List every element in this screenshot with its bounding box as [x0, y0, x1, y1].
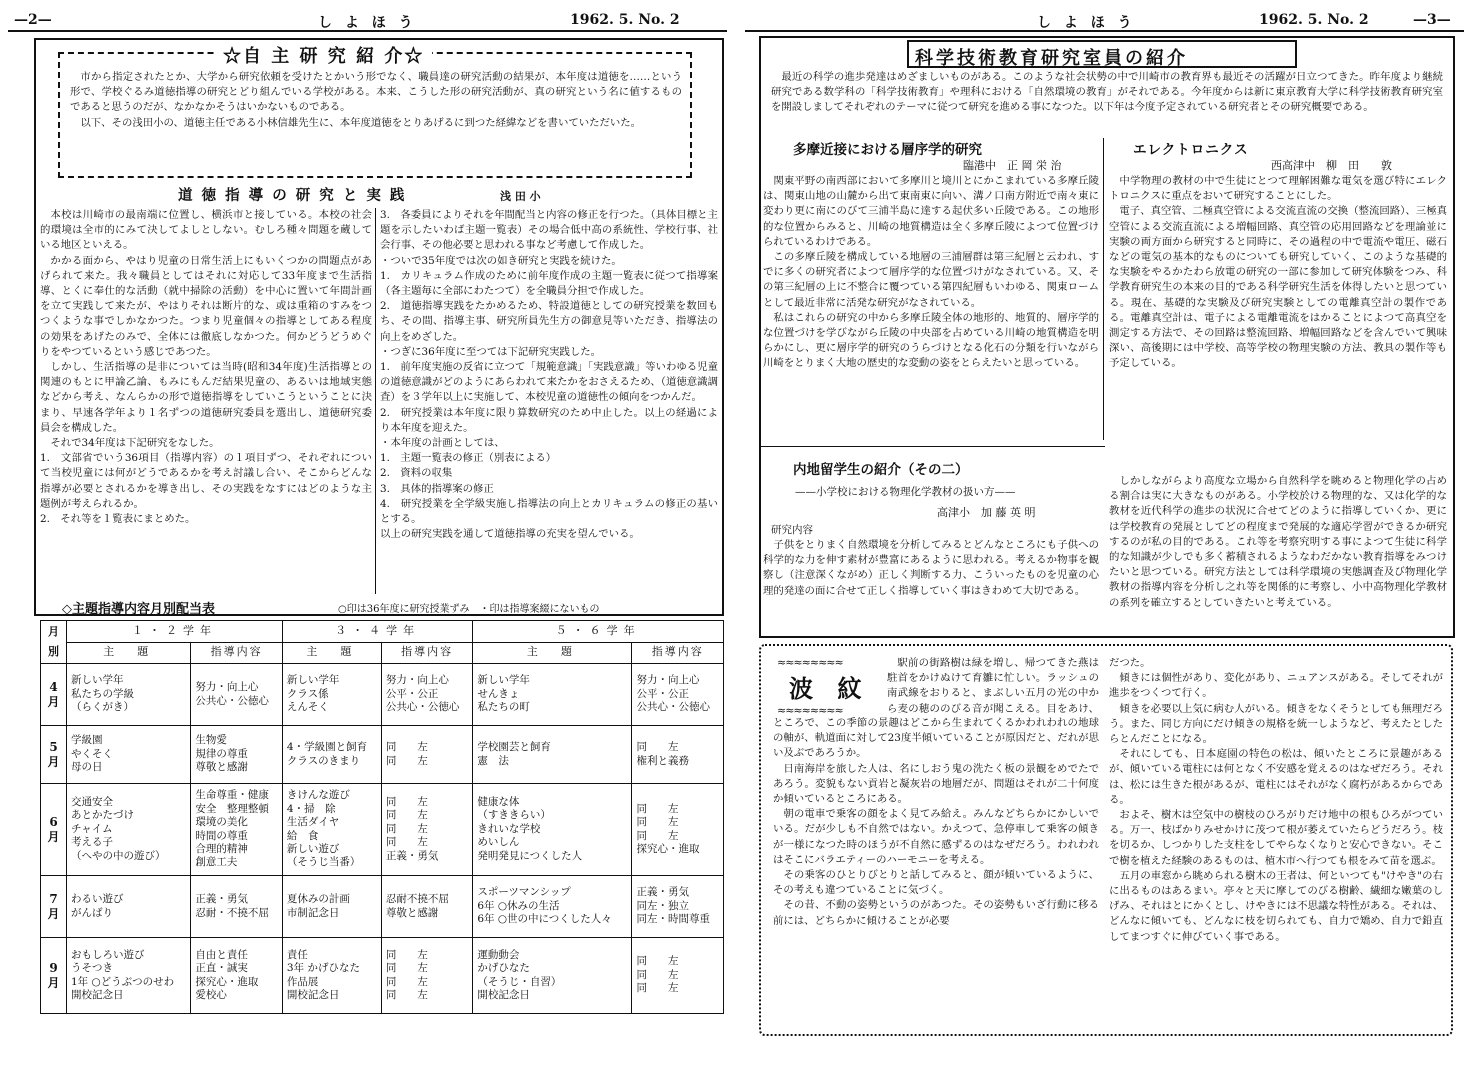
subject-cell [67, 938, 191, 1014]
cell-line: 運動動会 [477, 948, 520, 961]
cell-line: 4・学級園と飼育 [286, 741, 368, 754]
paragraph: 1. 前年度実施の反省に立つて「規範意識」「実践意識」等いわゆる児童の道徳意識がどのようにあらわれて来たかをおさえるため、（道徳意識調査）を３学年以上に実施して、本校児童の道徳性の傾向をつかんだ。 [380, 361, 718, 404]
content-cell [191, 876, 283, 938]
cell-line: 健康な体 [477, 795, 520, 808]
paragraph: 本校は川崎市の最南端に位置し、横浜市と接している。本校の社会的環境は全市的にみて決してよしとしない。むしろ種々問題を蔵している地区といえる。 [40, 209, 372, 252]
dotoku-school: 浅 田 小 [500, 190, 541, 203]
cell-line: きけんな遊び [286, 789, 350, 802]
content-cell [381, 784, 473, 876]
content-header: 指導内容 [632, 642, 724, 664]
subject-cell [67, 784, 191, 876]
paragraph: 2. それ等を１覧表にまとめた。 [40, 513, 196, 526]
table-row [41, 938, 724, 1014]
content-cell [191, 938, 283, 1014]
tama-title: 多摩近接における層序学的研究 [793, 142, 982, 158]
naichi-body: 子供をとりまく自然環境を分析してみるとどんなところにも子供への科学的な力を伸す素材が豊富にあるように思われる。考えるか物事を観察し（注意深くながめ）正しく判断する力、こういったものを児童の心理的発達の面に合せて正しく指導していく事はきわめて大切である。 [763, 539, 1099, 597]
cell-line: 6年 ○世の中につくした人々 [477, 913, 612, 926]
tama-author: 臨港中 正 岡 栄 治 [963, 159, 1062, 172]
naichi-label: 研究内容 [771, 524, 813, 536]
cell-line: 同 左 [636, 816, 679, 829]
cell-line: 時間の尊重 [195, 829, 248, 842]
cell-line: 権利と義務 [636, 754, 689, 767]
table-note: ○印は36年度に研究授業ずみ ・印は指導案綴にないもの [338, 604, 600, 615]
grade-header: ５・６学年 [473, 621, 724, 643]
section-rule [759, 446, 1105, 447]
subject-cell [473, 664, 632, 726]
cell-line: 規律の尊重 [195, 747, 248, 760]
paragraph: かかる面から、やはり児童の日常生活上にもいくつかの問題点があげられて来た。我々職員としてはそれに対応して33年度まで生活指導、とくに奉仕的な活動（就中掃除の活動）を中心に置いて年間計画を立て実践して来たが、やはりそれは断片的な、或は重箱のすみをつつくような事でしかなかつた。つまり児童個々の指導としてある程度の効果をあげたのみで、全体には徹底しなかつた。何かどうどうめぐりをやつているという感じであつた。 [40, 254, 372, 358]
wave-ornament-bottom: ≈≈≈≈≈≈≈≈ [777, 704, 843, 717]
cell-line: やくそく [71, 747, 113, 760]
paragraph: 1. 主題一覧表の修正（別表による） [380, 452, 557, 465]
cell-line: クラス係 [286, 687, 329, 700]
cell-line: おもしろい遊び [71, 948, 145, 961]
cell-line: 3年 かげひなた [286, 962, 360, 975]
content-cell [632, 726, 724, 784]
paragraph: 2. 資料の収集 [380, 467, 453, 480]
cell-line: 開校記念日 [477, 988, 530, 1001]
cell-line: 公共心・公徳心 [636, 701, 710, 714]
subject-cell [282, 876, 381, 938]
subject-header: 主 題 [282, 642, 381, 664]
cell-line: 考える子 [71, 836, 113, 849]
cell-line: きれいな学校 [477, 822, 541, 835]
tama-body [763, 174, 1099, 444]
cell-line: （へやの中の遊び） [71, 849, 166, 862]
content-cell [191, 664, 283, 726]
content-header: 指導内容 [191, 642, 283, 664]
cell-line: わるい遊び [71, 893, 124, 906]
subject-cell [67, 876, 191, 938]
cell-line: 同 左 [636, 802, 679, 815]
content-cell [191, 784, 283, 876]
cell-line: （そうじ・自習） [477, 975, 562, 988]
paragraph: 1. カリキュラム作成のために前年度作成の主題一覧表に従つて指導案（各主題毎に全部にわたつて）を全職員分担で作成した。 [380, 269, 718, 298]
cell-line: チャイム [71, 822, 113, 835]
cell-line: 尊敬と感謝 [195, 761, 248, 774]
cell-line: 同 左 [636, 829, 679, 842]
cell-line: （すききらい） [477, 809, 551, 822]
cell-line: （らくがき） [71, 701, 134, 714]
naichi-body-cont: しかしながらより高度な立場から自然科学を眺めると物理化学の占める割合は実に大きなものがある。小学校於ける物理的な、又は化学的な教材を近代科学の進歩の状況に合せてどのように指導していくか、更には学校教育の発展としてどの程度まで発展的な適応学習ができるか研究するのが私の目的である。これ等を考察究明する事によつて生徒に科学的な知識が少しでも多く蓄積されるようなわだかない教育指導をみつけたいと思つている。研究方法としては科学環境の実態調査及び物理化学教材の指導内容を分析し之れ等を関係的に考察し、小中高物理化学教材の系列を確立するとしていきたいと考えている。 [1109, 475, 1447, 609]
paragraph: 2. 道徳指導実践をたかめるため、特設道徳としての研究授業を数回もち、その間、指導主事、研究所員先生方の御意見等いただき、指導法の向上をめざした。 [380, 300, 718, 343]
paragraph: 関東平野の南西部において多摩川と境川とにかこまれている多摩丘陵は、関東山地の山麓から出て東南東に向い、溝ノ口南方附近で南々東に変わり更に南にのびて三浦半島に達する起伏多い丘陵である。この地形的な位置からみると、川崎の地質構造は全く多摩丘陵によつて位置づけられているわけである。 [763, 175, 1099, 248]
cell-line: 同左・時間尊重 [636, 913, 710, 926]
subject-header: 主 題 [67, 642, 191, 664]
content-cell [381, 938, 473, 1014]
content-cell [632, 876, 724, 938]
dotoku-col1 [40, 208, 372, 594]
paragraph: 2. 研究授業は本年度に限り算数研究のため中止した。以上の経過により本年度を迎えた。 [380, 406, 718, 434]
cell-line: 新しい学年 [71, 674, 124, 687]
cell-line: 生物愛 [195, 734, 227, 747]
cell-line: あとかたづけ [71, 809, 134, 822]
cell-line: 環境の美化 [195, 816, 248, 829]
content-cell [632, 664, 724, 726]
left-page [0, 0, 735, 1077]
allocation-table [40, 620, 724, 1014]
header-rule [8, 30, 727, 32]
subject-cell [282, 726, 381, 784]
paragraph: 1. 文部省でいう36項目（指導内容）の１項目ずつ、それぞれについて当校児童には何がどうであるかを考え討議し合い、そこからどんな指導が必要とされるかを導き出し、その実践をなすにはどのような主題例が考えられるか。 [40, 452, 372, 510]
cell-line: 忍耐・不撓不屈 [195, 906, 269, 919]
content-cell [381, 726, 473, 784]
cell-line: 同 左 [385, 975, 428, 988]
hamon-col1 [773, 716, 1099, 1028]
subject-cell [282, 784, 381, 876]
paragraph: 以上の研究実践を通して道徳指導の充実を望んでいる。 [380, 528, 640, 541]
paragraph: 3. 各委員によりそれを年間配当と内容の修正を行つた。（具体目標と主題を示したいわば主題一覧表）その場合低中高の系統性、学校行事、社会行事、その他必要と思われる事など考慮して作成した。 [380, 209, 718, 252]
cell-line: うそつき [71, 962, 113, 975]
paragraph: この多摩丘陵を構成している地層の三浦層群は第三紀層と云われ、すでに多くの研究者によつて層序学的な位置づけがなされている。又、その第三紀層の上に不整合に覆つている第四紀層もいわゆる、関東ローム として最近非常に活発な研究がなされている。 [763, 251, 1099, 309]
paragraph: それで34年度は下記研究をなした。 [50, 437, 220, 450]
table-title: ◇主題指導内容月別配当表 [62, 602, 215, 617]
paragraph: 傾きには個性があり、変化があり、ニュアンスがある。そしてそれが進歩をつくつて行く。 [1109, 672, 1443, 700]
left-header [0, 6, 735, 32]
cell-line: 市制記念日 [286, 906, 340, 919]
paragraph: ・本年度の計画としては、 [380, 437, 505, 450]
cell-line: 新しい学年 [286, 674, 340, 687]
paragraph: その昔、不動の姿勢というのがあつた。その姿勢もいざ行動に移る前には、どちらかに傾けることが必要 [773, 899, 1099, 927]
subject-cell [473, 784, 632, 876]
cell-line: 正直・誠実 [195, 962, 248, 975]
naichi-title: 内地留学生の紹介（その二） [793, 462, 969, 478]
cell-line: 学級園 [71, 734, 103, 747]
jishu-title: ☆自 主 研 究 紹 介☆ [215, 42, 432, 68]
cell-line: 6年 ○休みの生活 [477, 899, 560, 912]
subject-header: 主 題 [473, 642, 632, 664]
paragraph: 中学物理の教材の中で生徒にとつて理解困難な電気を選び特にエレクトロニクスに重点をおいて研究することにした。 [1109, 175, 1447, 203]
cell-line: えんそく [286, 701, 329, 714]
cell-line: 合理的精神 [195, 842, 248, 855]
intro-paragraph: 市から指定されたとか、大学から研究依頼を受けたとかいう形でなく、職員達の研究活動の結果が、本年度は道徳を……という形で、学校ぐるみ道徳指導の研究とどり組んでいる学校がある。本来、こうした形の研究活動が、真の研究という名に値するものであると思うのだが、なかなかそうはいかないものである。 [70, 71, 682, 114]
cell-line: 同 左 [636, 982, 679, 995]
wave-ornament-top: ≈≈≈≈≈≈≈≈ [777, 656, 843, 669]
elec-author: 西高津中 柳 田 敦 [1271, 159, 1392, 172]
cell-line: 同 左 [636, 968, 679, 981]
month-header: 月別 [41, 621, 67, 664]
cell-line: 学校園芸と飼育 [477, 741, 551, 754]
cell-line: 公共心・公徳心 [195, 694, 269, 707]
cell-line: 忍耐不撓不屈 [385, 893, 449, 906]
cell-line: 公平・公正 [636, 687, 689, 700]
cell-line: スポーツマンシップ [477, 886, 571, 899]
table-row [41, 876, 724, 938]
subject-cell [473, 938, 632, 1014]
cell-line: 憲 法 [477, 754, 509, 767]
month-cell: 7月 [41, 876, 67, 938]
hamon-heading [777, 656, 879, 717]
cell-line: 私たちの町 [477, 701, 530, 714]
cell-line: 探究心・進取 [195, 975, 259, 988]
cell-line: 愛校心 [195, 988, 227, 1001]
paragraph: ところで、この季節の景趣はどこから生まれてくるかわれわれの地球の軸が、軌道面に対して23度半傾いていることが原因だと、だれが思い及ぶであろうか。 [773, 717, 1099, 760]
cell-line: （そうじ当番） [286, 856, 361, 869]
cell-line: 創意工夫 [195, 856, 238, 869]
cell-line: 新しい学年 [477, 674, 530, 687]
intro-paragraph: 以下、その浅田小の、道徳主任である小林信雄先生に、本年度道徳をとりあげるに到つた経緯などを書いていただいた。 [80, 116, 642, 129]
cell-line: 新しい遊び [286, 842, 340, 855]
paragraph: 傾きを必要以上気に病む人がいる。傾きをなくそうとしても無理だろう。また、同じ方向にだけ傾きの規格を統一しようなど、考えたとしたらとんだことになる。 [1109, 702, 1443, 746]
cell-line: 同 左 [385, 962, 428, 975]
paragraph: それにしても、日本庭園の特色の松は、傾いたところに景趣があるが、傾いている電柱には何となく不安感を覚えるのはなぜだろう。それは、松には生きた根があるが、電柱にはそれがなく腐朽があるからである。 [1109, 748, 1443, 806]
elec-title: エレクトロニクス [1133, 142, 1249, 158]
cell-line: 努力・向上心 [636, 674, 700, 687]
paragraph: 3. 具体的指導案の修正 [380, 482, 494, 495]
paragraph: 4. 研究授業を全学級実施し指導法の向上とカリキュラムの修正の基いとする。 [380, 497, 718, 526]
cell-line: 公共心・公徳心 [385, 701, 460, 714]
cell-line: 1年 ○どうぶつのせわ [71, 975, 175, 988]
table-row [41, 784, 724, 876]
cell-line: 作品展 [286, 975, 319, 988]
paragraph: 日南海岸を旅した人は、名にしおう鬼の洗たく板の景観をめでたであろう。変貌もない貢岩と凝灰岩の地層だが、問題はそれが二十何度か傾いているところにある。 [773, 762, 1099, 806]
cell-line: 努力・向上心 [385, 674, 449, 687]
cell-line: 生命尊重・健康 [195, 789, 269, 802]
cell-line: 交通安全 [71, 795, 113, 808]
right-page [737, 0, 1472, 1077]
month-cell: 4月 [41, 664, 67, 726]
paragraph: ・ついで35年度では次の如き研究と実践を続けた。 [380, 254, 622, 267]
column-divider [375, 208, 376, 594]
cell-line: 安全 整理整頓 [195, 802, 269, 815]
kagaku-intro: 最近の科学の進歩発達はめざましいものがある。このような社会状勢の中で川崎市の教育界も最近その活躍が日立つてきた。昨年度より継続研究である数学科の「科学技術教育」や理科における「自然環境の教育」がそれである。今年度からは新に東京教育大学に科学技術教育研究室を開設しましてそれぞれのテーマに従つて研究を進める事になつた。以下年は今度予定されている研究者とその研究概要である。 [771, 71, 1443, 114]
cell-line: 同 左 [385, 822, 428, 835]
content-cell [381, 876, 473, 938]
cell-line: 同 左 [385, 809, 428, 822]
cell-line: クラスのきまり [286, 754, 361, 767]
cell-line: 同 左 [636, 741, 679, 754]
cell-line: 同左・独立 [636, 899, 689, 912]
paragraph: 電子、真空管、二極真空管による交流直流の交換（整流回路）、三極真空管による交流直流による増幅回路、真空管の応用回路などを理論並に実験の両方面から研究すると同時に、その過程の中で電流や電圧、磁石などの電気の基本的なものについても研究していく、このような基礎的な実験をやるかたわら放電の研究の一部に参加して研究体験をつみ、科学教育研究生の本来の目的である科学研究生活を体得したいと思つている。現在、基礎的な実験及び研究実験としての電離真空計の製作である。電離真空計は、電子による電離電流をはかることによつて高真空を測定する方法で、その回路は整流回路、増幅回路などを含んでいて興味深い、高後期には中学校、高等学校の物理実験の方法、教具の製作等も予定している。 [1109, 205, 1447, 370]
cell-line: めいしん [477, 836, 520, 849]
cell-line: 責任 [286, 948, 308, 961]
subject-cell [282, 664, 381, 726]
cell-line: 同 左 [385, 795, 428, 808]
content-cell [381, 664, 473, 726]
month-cell: 6月 [41, 784, 67, 876]
cell-line: 開校記念日 [71, 988, 124, 1001]
cell-line: 給 食 [286, 829, 319, 842]
page-number: —3— [1413, 12, 1451, 28]
month-cell: 5月 [41, 726, 67, 784]
cell-line: 同 左 [385, 741, 428, 754]
hamon-col2 [1109, 656, 1443, 1030]
subject-cell [473, 876, 632, 938]
subject-cell [67, 664, 191, 726]
table-row [41, 726, 724, 784]
cell-line: 発明発見につくした人 [477, 849, 583, 862]
cell-line: 正義・勇気 [636, 886, 689, 899]
right-header [737, 6, 1472, 32]
cell-line: 夏休みの計画 [286, 893, 350, 906]
paragraph: およそ、樹木は空気中の樹枝のひろがりだけ地中の根もひろがつている。万一、枝ばかりみせかけに茂つて根が萎えていたらどうだろう。枝を切るか、しつかりした支柱をしてやらなくなりと安心できない。そこで樹を植えた経験のあるものは、植木市へ行つても根をみて苗を選ぶ。 [1109, 809, 1443, 867]
content-cell [632, 938, 724, 1014]
cell-line: せんきょ [477, 687, 520, 700]
issue-label: 1962. 5. No. 2 [1259, 12, 1369, 28]
kagaku-title: 科学技術教育研究室員の紹介 [915, 48, 1188, 69]
paragraph: その乗客のひとりびとりと話してみると、顔が傾いているように、その考えも違つていることに気づく。 [773, 869, 1099, 897]
paragraph: 私はこれらの研究の中から多摩丘陵全体の地形的、地質的、層序学的な位置づけを学びながら丘陵の中央部を占めている川崎の地質構造を明らかにし、更に層序学的研究のうらづけとなる化石の分類を行いながら川崎をとりまく大地の歴史的な変動の姿をとらえたいと思っている。 [763, 311, 1099, 370]
content-cell [191, 726, 283, 784]
hamon-title: 波 紋 [789, 674, 870, 703]
content-header: 指導内容 [381, 642, 473, 664]
cell-line: 同 左 [385, 754, 428, 767]
page-number: —2— [14, 12, 52, 28]
cell-line: 生活ダイヤ [286, 816, 340, 829]
cell-line: 4・掃 除 [286, 802, 336, 815]
cell-line: かげひなた [477, 962, 530, 975]
subject-cell [473, 726, 632, 784]
paragraph: ・つぎに36年度に至つては下記研究実践した。 [380, 345, 602, 358]
paragraph: しかし、生活指導の是非については当時(昭和34年度)生活指導との関連のもとに甲論乙論、もみにもんだ結果児童の、あるいは地域実態などから考え、なんらかの形で道徳指導をしていこうということに決まり、早速各学年より１名ずつの道徳研究委員を選出し、道徳研究委員会を構成した。 [40, 361, 372, 434]
column-divider [1103, 138, 1104, 440]
subject-cell [282, 938, 381, 1014]
cell-line: 同 左 [385, 836, 428, 849]
paragraph: 五月の車窓から眺められる樹木の王者は、何といつても"けやき"の右に出るものはあるまい。亭々と天に摩してのびる樹齢、繊細な嫩葉のしげみ、それはとにかくとし、けやきには不思議な特性がある。それは、どんなに傾いても、どんなに枝を切られても、自力で矯め、自力で鉛直してまつすぐに伸びていく事である。 [1109, 869, 1443, 943]
month-cell: 9月 [41, 938, 67, 1014]
grade-header: １・２学年 [67, 621, 283, 643]
naichi-author: 高津小 加 藤 英 明 [937, 506, 1036, 519]
cell-line: 正義・勇気 [385, 849, 439, 862]
cell-line: 探究心・進取 [636, 842, 700, 855]
issue-label: 1962. 5. No. 2 [570, 12, 680, 28]
cell-line: 自由と責任 [195, 948, 248, 961]
cell-line: 尊敬と感謝 [385, 906, 439, 919]
grade-header: ３・４学年 [282, 621, 472, 643]
cell-line: 同 左 [385, 948, 428, 961]
paper-title: し よ ほ う [318, 15, 417, 31]
dotoku-title: 道 徳 指 導 の 研 究 と 実 践 [178, 187, 407, 204]
hamon-lead: 駅前の街路樹は緑を増し、帰つてきた燕は駐首をかけぬけて育雛に忙しい。ラッシュの南武線をおりると、まぶしい五月の光の中から麦の穂ののびる音が聞こえる。目をあけ、 [887, 657, 1099, 715]
cell-line: 同 左 [385, 988, 428, 1001]
cell-line: 開校記念日 [286, 988, 340, 1001]
paragraph: だつた。 [1109, 657, 1151, 669]
paper-title: し よ ほ う [1037, 15, 1136, 31]
elec-body [1109, 174, 1447, 444]
cell-line: 公平・公正 [385, 687, 439, 700]
cell-line: 正義・勇気 [195, 893, 248, 906]
cell-line: 努力・向上心 [195, 681, 259, 694]
paragraph: 朝の電車で乗客の顔をよく見てみ給え。みんなどちらかにかしいでいる。だが少しも不自然ではない。かえつて、急停車して乗客の傾きが一様になつた時のほうが不自然に感ずるのはなぜだろう。われわれはそこにバラエティーのハーモニーを考える。 [773, 808, 1099, 866]
cell-line: 私たちの学級 [71, 687, 134, 700]
cell-line: がんばり [71, 906, 113, 919]
dotoku-col2 [380, 208, 718, 612]
table-row [41, 664, 724, 726]
content-cell [632, 784, 724, 876]
cell-line: 同 左 [636, 955, 679, 968]
cell-line: 母の日 [71, 761, 103, 774]
naichi-subtitle: ——小学校における物理化学教材の扱い方—— [795, 486, 1016, 498]
subject-cell [67, 726, 191, 784]
header-rule [745, 30, 1464, 32]
